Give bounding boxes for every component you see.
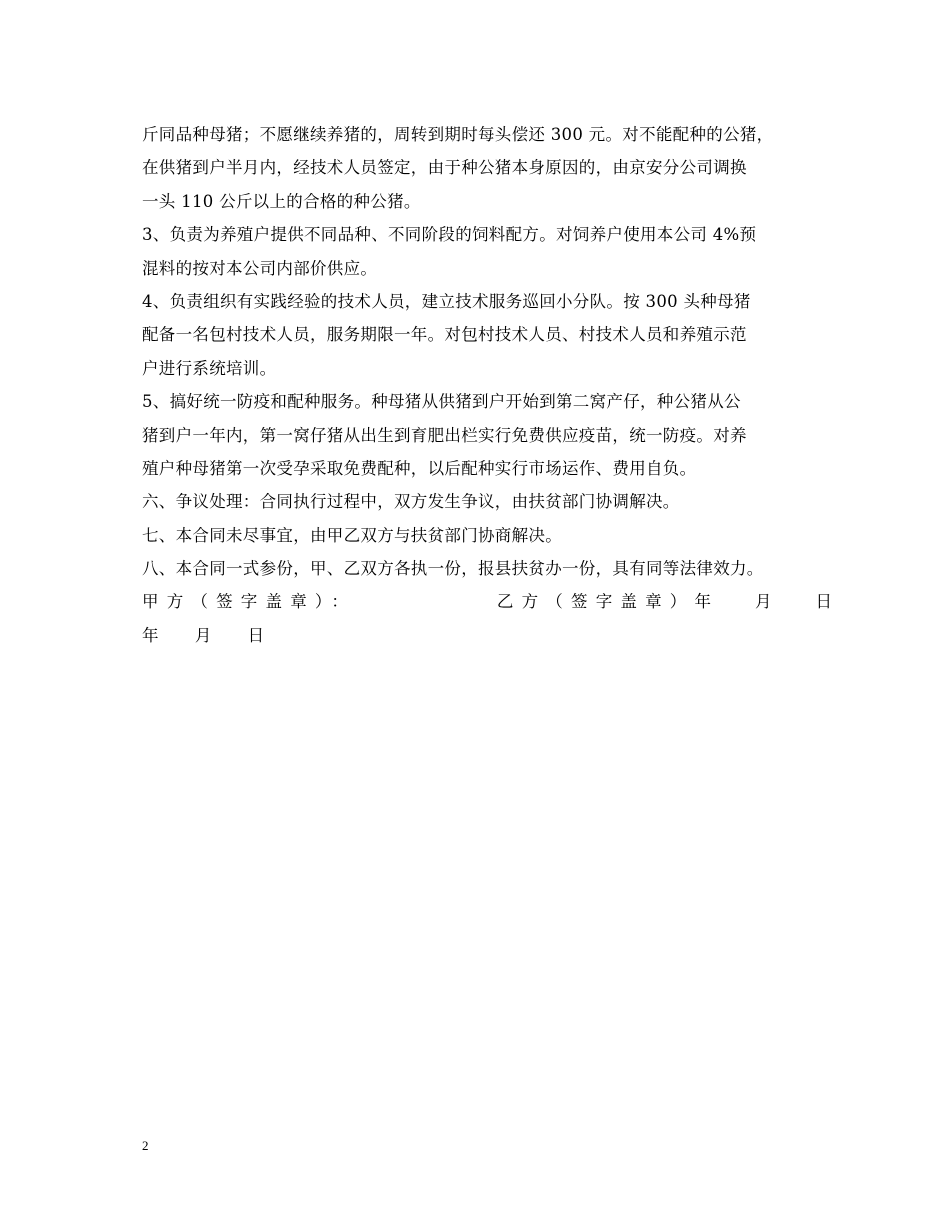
paragraph-line: 殖户种母猪第一次受孕采取免费配种，以后配种实行市场运作、费用自负。 bbox=[142, 458, 697, 478]
party-b-signature-block bbox=[497, 585, 832, 618]
party-b-year: 年 bbox=[694, 592, 711, 612]
party-a-month: 月 bbox=[194, 625, 212, 645]
party-a-day: 日 bbox=[247, 625, 265, 645]
party-a-signature-label: 甲方（签字盖章）： bbox=[142, 592, 357, 612]
document-body bbox=[142, 118, 832, 652]
page-number: 2 bbox=[142, 1138, 149, 1153]
signature-line bbox=[142, 585, 832, 618]
paragraph-line: 一头 110 公斤以上的合格的种公猪。 bbox=[142, 191, 421, 211]
party-a-year: 年 bbox=[142, 625, 159, 645]
party-b-signature-label: 乙方（签字盖章） bbox=[496, 592, 695, 612]
paragraph-line: 3、负责为养殖户提供不同品种、不同阶段的饲料配方。对饲养户使用本公司 4%预 bbox=[142, 225, 757, 245]
party-b-month: 月 bbox=[755, 592, 772, 612]
party-b-day: 日 bbox=[815, 592, 832, 612]
paragraph-line: 八、本合同一式参份，甲、乙双方各执一份，报县扶贫办一份，具有同等法律效力。 bbox=[142, 559, 764, 579]
paragraph-line: 5、搞好统一防疫和配种服务。种母猪从供猪到户开始到第二窝产仔，种公猪从公 bbox=[142, 392, 741, 412]
paragraph-line: 在供猪到户半月内，经技术人员签定，由于种公猪本身原因的，由京安分公司调换 bbox=[142, 158, 747, 178]
party-a-date-line bbox=[142, 619, 832, 652]
paragraph-line: 七、本合同未尽事宜，由甲乙双方与扶贫部门协商解决。 bbox=[142, 525, 562, 545]
paragraph-line: 4、负责组织有实践经验的技术人员，建立技术服务巡回小分队。按 300 头种母猪 bbox=[142, 291, 751, 311]
paragraph-line: 斤同品种母猪；不愿继续养猪的，周转到期时每头偿还 300 元。对不能配种的公猪， bbox=[142, 125, 774, 144]
paragraph-line: 混料的按对本公司内部价供应。 bbox=[142, 258, 378, 278]
paragraph-line: 配备一名包村技术人员，服务期限一年。对包村技术人员、村技术人员和养殖示范 bbox=[142, 325, 747, 345]
paragraph-line: 猪到户一年内，第一窝仔猪从出生到育肥出栏实行免费供应疫苗，统一防疫。对养 bbox=[142, 425, 747, 445]
paragraph-line: 六、争议处理：合同执行过程中，双方发生争议，由扶贫部门协调解决。 bbox=[142, 492, 680, 512]
paragraph-line: 户进行系统培训。 bbox=[142, 358, 277, 378]
